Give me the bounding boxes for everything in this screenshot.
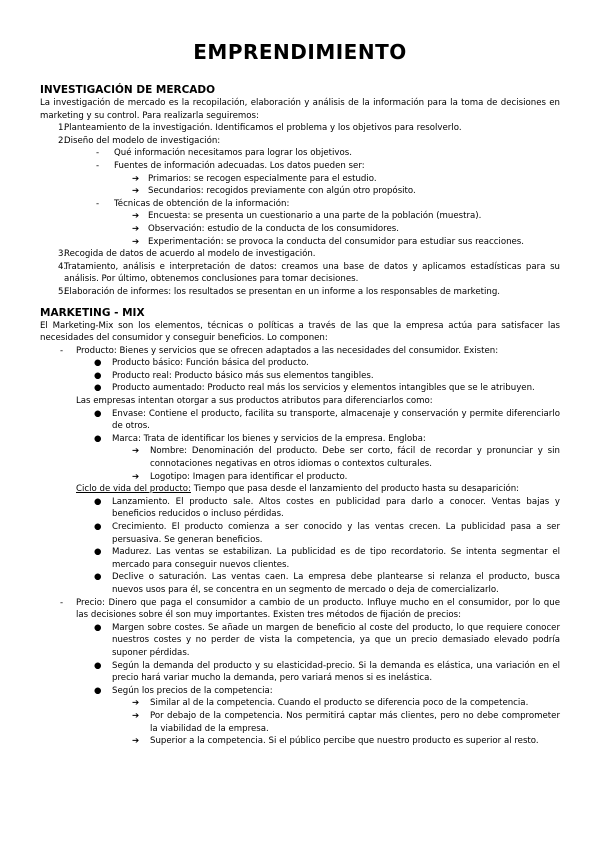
page-title: EMPRENDIMIENTO: [193, 40, 407, 64]
list-item: [40, 735, 560, 748]
list-item-text: Madurez. Las ventas se estabilizan. La publicidad es de tipo recordatorio. Se intenta segmentar el mercado para conseguir nuevos clientes.: [112, 547, 560, 570]
list-item-text: Nombre: Denominación del producto. Debe ser corto, fácil de recordar y pronunciar y sin connotaciones negativas en otros idiomas o contextos culturales.: [150, 446, 560, 470]
dash-marker: -: [96, 198, 100, 209]
section-intro-marketing-mix: El Marketing-Mix son los elementos, técnicas o políticas a través de las que la empresa actúa para satisfacer las necesidades del consumidor y conseguir beneficios. Lo componen:: [40, 320, 560, 344]
arrow-icon: ➔: [132, 471, 140, 482]
list-item: [40, 286, 560, 299]
list-number: 2.: [58, 135, 67, 146]
list-item-text: Diseño del modelo de investigación:: [64, 135, 221, 146]
list-item: [40, 198, 560, 211]
bullet-icon: ●: [94, 547, 102, 558]
list-item: [40, 236, 560, 249]
arrow-icon: ➔: [132, 211, 140, 222]
list-item-text: Margen sobre costes. Se añade un margen de beneficio al coste del producto, lo que requiere conocer nuestros costes y no perder de vista la competencia, ya que un precio demasiado elevado podría suponer pérdidas.: [112, 622, 560, 658]
list-item-text: Secundarios: recogidos previamente con algún otro propósito.: [148, 186, 416, 197]
list-number: 3.: [58, 249, 67, 260]
list-item: [40, 357, 560, 370]
section-heading-investigacion: INVESTIGACIÓN DE MERCADO: [40, 84, 216, 96]
list-item: [40, 445, 560, 470]
list-item: [40, 710, 560, 735]
list-item: [40, 160, 560, 173]
list-item-text: Observación: estudio de la conducta de los consumidores.: [148, 223, 400, 234]
list-item: [40, 622, 560, 660]
dash-marker: -: [60, 345, 64, 356]
list-item: [40, 261, 560, 286]
list-item-text: Técnicas de obtención de la información:: [114, 198, 290, 209]
list-item: [40, 210, 560, 223]
arrow-icon: ➔: [132, 698, 140, 709]
list-item-text: Por debajo de la competencia. Nos permitirá captar más clientes, pero no debe comprometer la viabilidad de la empresa.: [150, 710, 560, 734]
list-item: [40, 471, 560, 484]
list-item: [40, 697, 560, 710]
document-body: [40, 83, 560, 748]
list-item: [40, 433, 560, 446]
list-item-text: Según la demanda del producto y su elasticidad-precio. Si la demanda es elástica, una variación en el precio hará variar mucho la demanda, pero variará menos si es inelástica.: [112, 660, 560, 684]
arrow-icon: ➔: [132, 446, 140, 457]
list-item: [40, 223, 560, 236]
bullet-icon: ●: [94, 370, 102, 381]
bullet-icon: ●: [94, 383, 102, 394]
list-item-precio: [40, 597, 560, 622]
list-item-text: Declive o saturación. Las ventas caen. La empresa debe plantearse si relanza el producto, busca nuevos usos para él, se concentra en un segmento de mercado o deja de comercializarlo.: [112, 572, 560, 595]
list-item: [40, 147, 560, 160]
ciclo-label: Ciclo de vida del producto:: [76, 484, 191, 495]
list-item-text: Planteamiento de la investigación. Identificamos el problema y los objetivos para resolverlo.: [64, 123, 462, 134]
list-item-producto: [40, 345, 560, 358]
list-item-text: Según los precios de la competencia:: [112, 685, 273, 696]
list-item: [40, 382, 560, 395]
dash-marker: -: [96, 160, 100, 171]
list-item-text: Producto básico: Función básica del producto.: [112, 358, 309, 369]
list-item-text: Recogida de datos de acuerdo al modelo de investigación.: [64, 249, 316, 260]
list-item-text: Elaboración de informes: los resultados se presentan en un informe a los responsables de marketing.: [64, 286, 501, 297]
list-item-text: Marca: Trata de identificar los bienes y servicios de la empresa. Engloba:: [112, 433, 426, 444]
paragraph-ciclo-de-vida: [40, 483, 560, 496]
list-item: [40, 248, 560, 261]
bullet-icon: ●: [94, 433, 102, 444]
list-number: 4.: [58, 261, 67, 272]
list-item-text: Precio: Dinero que paga el consumidor a cambio de un producto. Influye mucho en el consumidor, por lo que las decisiones sobre él son muy importantes. Existen tres métodos de fijación de precios:: [76, 597, 560, 621]
bullet-icon: ●: [94, 522, 102, 532]
bullet-icon: ●: [94, 358, 102, 369]
ciclo-text: Tiempo que pasa desde el lanzamiento del producto hasta su desaparición:: [190, 484, 520, 495]
list-item-text: Lanzamiento. El producto sale. Altos costes en publicidad para darlo a conocer. Ventas bajas y beneficios reducidos o incluso pérdidas.: [112, 496, 560, 520]
arrow-icon: ➔: [132, 186, 140, 197]
dash-marker: -: [96, 148, 100, 159]
list-item: [40, 546, 560, 571]
list-number: 5.: [58, 286, 67, 297]
bullet-icon: ●: [94, 685, 102, 696]
list-item: [40, 135, 560, 148]
arrow-icon: ➔: [132, 223, 140, 234]
list-item: [40, 185, 560, 198]
list-item-text: Producto real: Producto básico más sus elementos tangibles.: [112, 370, 374, 381]
section-heading-marketing-mix: MARKETING - MIX: [40, 306, 145, 319]
list-item-text: Producto aumentado: Producto real más los servicios y elementos intangibles que se le atribuyen.: [112, 383, 535, 394]
list-item-text: Logotipo: Imagen para identificar el producto.: [150, 471, 348, 482]
arrow-icon: ➔: [132, 736, 140, 747]
list-item: [40, 370, 560, 383]
bullet-icon: ●: [94, 572, 102, 583]
list-item: [40, 408, 560, 433]
arrow-icon: ➔: [132, 236, 140, 247]
list-item: [40, 122, 560, 135]
arrow-icon: ➔: [132, 173, 140, 184]
list-item: [40, 496, 560, 521]
paragraph-atributos: Las empresas intentan otorgar a sus productos atributos para diferenciarlos como:: [76, 396, 433, 407]
list-item: [40, 173, 560, 186]
bullet-icon: ●: [94, 408, 102, 419]
bullet-icon: ●: [94, 496, 102, 507]
list-item-text: Qué información necesitamos para lograr los objetivos.: [114, 148, 352, 159]
section-intro-investigacion: La investigación de mercado es la recopilación, elaboración y análisis de la información para la toma de decisiones en marketing y su control. Para realizarla seguiremos:: [40, 98, 560, 121]
list-item-text: Similar al de la competencia. Cuando el producto se diferencia poco de la competencia.: [150, 698, 529, 709]
list-item-text: Primarios: se recogen especialmente para el estudio.: [148, 173, 377, 184]
list-number: 1.: [58, 123, 67, 134]
list-item: [40, 521, 560, 546]
bullet-icon: ●: [94, 660, 102, 671]
list-item-text: Envase: Contiene el producto, facilita su transporte, almacenaje y conservación y permite diferenciarlo de otros.: [112, 408, 560, 432]
list-item-text: Superior a la competencia. Si el público percibe que nuestro producto es superior al resto.: [150, 736, 539, 747]
list-item-text: Producto: Bienes y servicios que se ofrecen adaptados a las necesidades del consumidor. Existen:: [76, 345, 499, 356]
list-item-text: Fuentes de información adecuadas. Los datos pueden ser:: [114, 160, 365, 171]
list-item: [40, 571, 560, 596]
dash-marker: -: [60, 597, 64, 608]
bullet-icon: ●: [94, 622, 102, 633]
list-item: [40, 685, 560, 698]
list-item-text: Tratamiento, análisis e interpretación de datos: creamos una base de datos y aplicamos estadísticas para su análisis. Por último, obtenemos conclusiones para tomar decisiones.: [64, 261, 560, 285]
list-item: [40, 660, 560, 685]
list-item-text: Crecimiento. El producto comienza a ser conocido y las ventas crecen. La publicidad pasa a ser persuasiva. Se generan beneficios.: [112, 522, 560, 545]
list-item-text: Encuesta: se presenta un cuestionario a una parte de la población (muestra).: [148, 211, 482, 222]
arrow-icon: ➔: [132, 710, 140, 721]
list-item-text: Experimentación: se provoca la conducta del consumidor para estudiar sus reacciones.: [148, 236, 525, 247]
